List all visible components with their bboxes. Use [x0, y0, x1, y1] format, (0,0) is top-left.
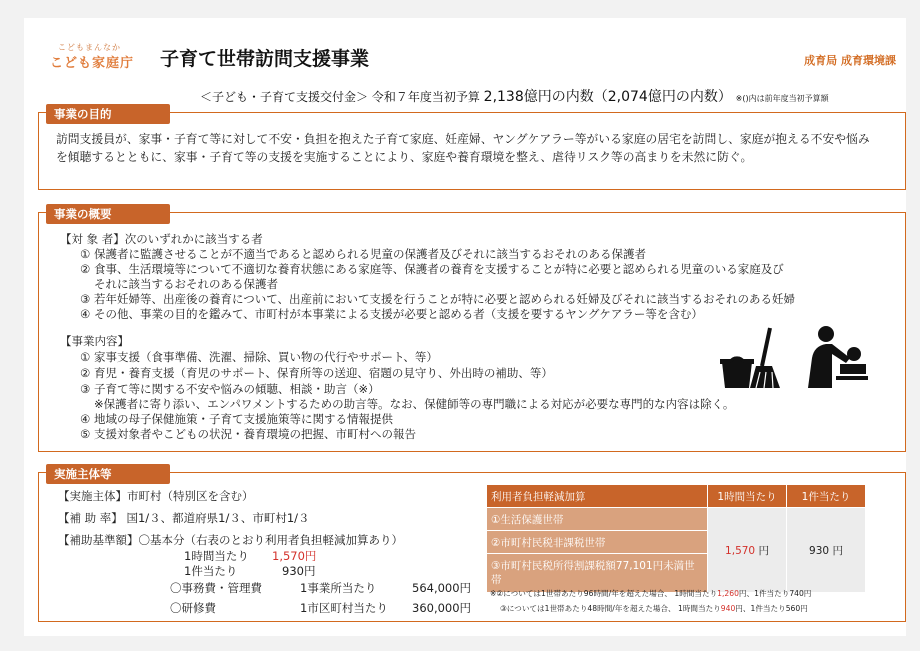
subsidy-base: 【補助基準額】〇基本分（右表のとおり利用者負担軽減加算あり） — [58, 533, 403, 547]
case-unit: 円 — [832, 544, 843, 557]
note-2-hourly: 940 — [720, 604, 736, 613]
case-label: 1件当たり — [184, 564, 238, 578]
target-item-2-cont: それに該当するおそれのある保護者 — [94, 277, 278, 291]
budget-note: ※()内は前年度当初予算額 — [735, 94, 829, 103]
table-header-cell: 利用者負担軽減加算 — [487, 485, 708, 508]
training-label: 〇研修費 — [170, 601, 216, 615]
purpose-body: 訪問支援員が、家事・子育て等に対して不安・負担を抱えた子育て家庭、妊産婦、ヤングケアラー等がいる家庭の居宅を訪問し、家庭が抱える不安や悩みを傾聴するとともに、家事・子育て等の支援を実施することにより、家庭や養育環境を整え、虐待リスク等の高まりを未然に防ぐ。 — [56, 132, 870, 164]
implementer-entity: 【実施主体】市町村（特別区を含む） — [58, 489, 254, 503]
case-cell — [787, 508, 866, 593]
table-header-cell: 1時間当たり — [708, 485, 787, 508]
target-title: 【対 象 者】次のいずれかに該当する者 — [60, 232, 263, 246]
table-header-row — [487, 485, 866, 508]
logo-tagline: こどもまんなか — [58, 43, 121, 52]
department-label: 成育局 成育環境課 — [804, 54, 896, 67]
note-1-hourly: 1,260 — [717, 589, 739, 598]
target-item-2: ② 食事、生活環境等について不適切な養育状態にある家庭等、保護者の養育を支援することが特に必要と認められる児童のいる家庭及び — [80, 262, 784, 276]
content-title: 【事業内容】 — [60, 334, 129, 348]
childcare-icon — [796, 324, 868, 390]
office-unit: 1事業所当たり — [300, 581, 377, 595]
overview-heading: 事業の概要 — [46, 204, 170, 224]
budget-amount: 2,138億円の内数（2,074億円の内数） — [483, 89, 732, 105]
case-amount: 930 — [809, 544, 830, 557]
table-cell: ③市町村民税所得割課税額77,101円未満世帯 — [487, 554, 708, 593]
table-cell: ①生活保護世帯 — [487, 508, 708, 531]
content-item-1: ① 家事支援（食事準備、洗濯、掃除、買い物の代行やサポート、等） — [80, 350, 438, 364]
table-row — [487, 508, 866, 531]
note-1-text-c: 円、1件当たり740円 — [738, 589, 812, 598]
table-note-2 — [500, 603, 808, 614]
budget-line — [200, 86, 829, 106]
hourly-amount: 1,570 — [725, 544, 756, 557]
content-item-5: ⑤ 支援対象者やこどもの状況・養育環境の把握、市町村への報告 — [80, 427, 416, 441]
training-value: 360,000円 — [412, 601, 472, 615]
note-2-text-a: ③については1世帯あたり48時間/年を超えた場合、 1時間当たり — [500, 604, 721, 613]
fee-reduction-table — [486, 484, 866, 593]
note-1-text-a: ※②については1世帯あたり96時間/年を超えた場合、 1時間当たり — [490, 589, 718, 598]
hourly-unit: 円 — [758, 544, 769, 557]
case-value: 930円 — [282, 564, 316, 578]
note-2-text-c: 円、1件当たり560円 — [735, 604, 808, 613]
hourly-label: 1時間当たり — [184, 549, 249, 563]
implementer-heading: 実施主体等 — [46, 464, 170, 484]
target-item-3: ③ 若年妊婦等、出産後の養育について、出産前において支援を行うことが特に必要と認められる妊婦及びそれに該当するおそれのある妊婦 — [80, 292, 795, 306]
table-note-1 — [490, 588, 811, 599]
office-value: 564,000円 — [412, 581, 472, 595]
table-header-cell: 1件当たり — [787, 485, 866, 508]
agency-logo: こども家庭庁 — [50, 56, 135, 71]
budget-text: ＜子ども・子育て支援交付金＞ 令和７年度当初予算 — [200, 90, 480, 104]
content-item-3: ③ 子育て等に関する不安や悩みの傾聴、相談・助言（※） — [80, 382, 380, 396]
training-unit: 1市区町村当たり — [300, 601, 388, 615]
cleaning-icon — [720, 326, 782, 390]
hourly-cell — [708, 508, 787, 593]
content-item-3-note: ※保護者に寄り添い、エンパワメントするための助言等。なお、保健師等の専門職による対応が必要な専門的な内容は除く。 — [94, 397, 735, 411]
target-item-4: ④ その他、事業の目的を鑑みて、市町村が本事業による支援が必要と認める者（支援を要するヤングケアラー等を含む） — [80, 307, 703, 321]
subsidy-rate: 【補 助 率】 国1/３、都道府県1/３、市町村1/３ — [58, 511, 310, 525]
table-cell: ②市町村民税非課税世帯 — [487, 531, 708, 554]
page-title: 子育て世帯訪問支援事業 — [160, 48, 370, 70]
purpose-heading: 事業の目的 — [46, 104, 170, 124]
hourly-value: 1,570円 — [272, 549, 317, 563]
content-item-2: ② 育児・養育支援（育児のサポート、保育所等の送迎、宿題の見守り、外出時の補助、等） — [80, 366, 553, 380]
office-label: 〇事務費・管理費 — [170, 581, 262, 595]
target-item-1: ① 保護者に監護させることが不適当であると認められる児童の保護者及びそれに該当するおそれのある保護者 — [80, 247, 646, 261]
content-item-4: ④ 地域の母子保健施策・子育て支援施策等に関する情報提供 — [80, 412, 393, 426]
